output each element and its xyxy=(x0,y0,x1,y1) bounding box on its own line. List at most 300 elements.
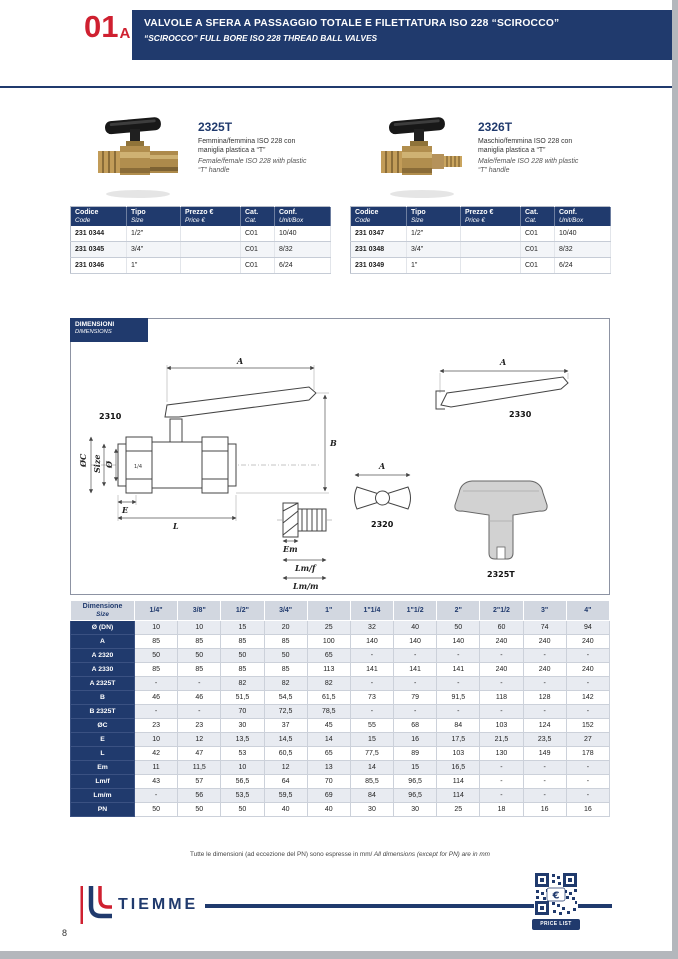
price-cell: C01 xyxy=(521,242,555,258)
dim-cell: - xyxy=(566,705,609,719)
dim-cell: - xyxy=(480,775,523,789)
price-column-header xyxy=(127,207,181,227)
dim-cell: 50 xyxy=(264,649,307,663)
dim-cell: 50 xyxy=(178,649,221,663)
product-description-en: Male/female ISO 228 with plastic “T” handle xyxy=(478,157,579,174)
dim-label-L: L xyxy=(173,521,179,531)
dim-cell: 152 xyxy=(566,719,609,733)
dim-row xyxy=(71,719,610,733)
dim-label-Size: Size xyxy=(92,454,102,473)
price-cell: 3/4" xyxy=(127,242,181,258)
header-line-en: Code xyxy=(75,217,91,224)
dim-cell: - xyxy=(523,789,566,803)
price-cell: C01 xyxy=(241,242,275,258)
price-row xyxy=(71,226,331,242)
price-cell: 231 0344 xyxy=(71,226,127,242)
dim-cell: - xyxy=(566,775,609,789)
tiemme-wordmark: TIEMME xyxy=(118,896,199,913)
dim-cell: 240 xyxy=(566,635,609,649)
dim-cell: 60,5 xyxy=(264,747,307,761)
dim-cell: - xyxy=(135,789,178,803)
dim-row-label: Lm/f xyxy=(71,775,135,789)
price-column-header xyxy=(351,207,407,227)
dim-cell: - xyxy=(350,649,393,663)
dim-cell: - xyxy=(178,677,221,691)
dim-cell: 17,5 xyxy=(437,733,480,747)
dim-cell: 240 xyxy=(480,663,523,677)
dim-cell: 11,5 xyxy=(178,761,221,775)
dim-cell: 70 xyxy=(221,705,264,719)
product-info-2326T xyxy=(478,120,618,176)
dim-cell: - xyxy=(566,761,609,775)
price-cell: 8/32 xyxy=(555,242,611,258)
price-list-label: PRICE LIST xyxy=(532,919,580,930)
dim-row-label: A xyxy=(71,635,135,649)
dim-cell: 40 xyxy=(394,621,437,635)
price-cell xyxy=(461,226,521,242)
price-row xyxy=(71,258,331,274)
dim-cell: - xyxy=(523,705,566,719)
dim-cell: 25 xyxy=(307,621,350,635)
dim-cell: 13 xyxy=(307,761,350,775)
dim-cell: - xyxy=(437,677,480,691)
price-cell: 6/24 xyxy=(275,258,331,274)
dim-cell: - xyxy=(437,705,480,719)
dim-cell: - xyxy=(135,705,178,719)
dim-row-label: L xyxy=(71,747,135,761)
dim-cell: - xyxy=(480,705,523,719)
price-cell xyxy=(181,258,241,274)
price-cell: C01 xyxy=(521,258,555,274)
header-line-en: Code xyxy=(355,217,371,224)
dim-cell: - xyxy=(523,775,566,789)
price-header-row xyxy=(351,207,611,227)
page-title-bar xyxy=(132,10,672,60)
dim-cell: 141 xyxy=(394,663,437,677)
dim-cell: 25 xyxy=(437,803,480,817)
price-column-header xyxy=(71,207,127,227)
dim-cell: 85 xyxy=(135,663,178,677)
dim-cell: 130 xyxy=(480,747,523,761)
dim-size-header: 2"1/2 xyxy=(480,601,523,621)
header-line-en: Price € xyxy=(185,217,205,224)
dim-cell: 94 xyxy=(566,621,609,635)
dim-cell: - xyxy=(350,705,393,719)
dim-cell: 10 xyxy=(178,621,221,635)
price-cell xyxy=(461,258,521,274)
price-column-header xyxy=(181,207,241,227)
product-model: 2325T xyxy=(198,120,233,134)
header-line-en: Cat. xyxy=(245,217,257,224)
header-line-en: Size xyxy=(131,217,144,224)
dim-row xyxy=(71,761,610,775)
dim-cell: 46 xyxy=(178,691,221,705)
dim-cell: 42 xyxy=(135,747,178,761)
dim-label-A-2320: A xyxy=(379,461,386,471)
dim-cell: 78,5 xyxy=(307,705,350,719)
header-line-en: Price € xyxy=(465,217,485,224)
dim-cell: 128 xyxy=(523,691,566,705)
price-column-header xyxy=(555,207,611,227)
dim-cell: - xyxy=(437,649,480,663)
page-title-english: “SCIROCCO” FULL BORE ISO 228 THREAD BALL VALVES xyxy=(144,33,378,43)
dim-cell: 15 xyxy=(221,621,264,635)
header-divider xyxy=(0,86,672,88)
dim-row-label: PN xyxy=(71,803,135,817)
price-table-2325T xyxy=(70,206,331,274)
dim-cell: 85 xyxy=(264,635,307,649)
price-cell: C01 xyxy=(241,258,275,274)
dim-cell: 50 xyxy=(178,803,221,817)
dim-cell: 96,5 xyxy=(394,789,437,803)
dim-cell: - xyxy=(523,649,566,663)
dim-row-label: A 2320 xyxy=(71,649,135,663)
dim-row xyxy=(71,621,610,635)
dim-cell: 16 xyxy=(394,733,437,747)
dim-cell: 53,5 xyxy=(221,789,264,803)
footnote-italian: Tutte le dimensioni (ad eccezione del PN) sono espresse in mm/ xyxy=(189,851,373,858)
dim-cell: 85 xyxy=(135,635,178,649)
price-row xyxy=(351,242,611,258)
tiemme-logo-mark xyxy=(80,886,112,924)
dim-cell: 140 xyxy=(394,635,437,649)
dim-cell: 15 xyxy=(394,761,437,775)
product-model: 2326T xyxy=(478,120,513,134)
drawing-label-2325T: 2325T xyxy=(487,570,515,579)
euro-icon: € xyxy=(552,890,560,902)
dim-cell: 85 xyxy=(221,635,264,649)
dim-cell: 50 xyxy=(135,803,178,817)
dimensions-box-label xyxy=(70,318,148,342)
dim-cell: 56 xyxy=(178,789,221,803)
dim-cell: - xyxy=(178,705,221,719)
dim-row xyxy=(71,649,610,663)
dim-cell: 56,5 xyxy=(221,775,264,789)
dim-size-header: 1"1/2 xyxy=(394,601,437,621)
dim-cell: 70 xyxy=(307,775,350,789)
dim-cell: 23 xyxy=(135,719,178,733)
header-line-it: Codice xyxy=(75,209,99,216)
dim-cell: - xyxy=(523,761,566,775)
price-cell: 8/32 xyxy=(275,242,331,258)
dim-row-label: ØC xyxy=(71,719,135,733)
dim-row-label: B 2325T xyxy=(71,705,135,719)
dimensions-label-en: DIMENSIONS xyxy=(75,329,112,335)
dim-cell: 240 xyxy=(523,635,566,649)
price-cell: 1" xyxy=(127,258,181,274)
dim-cell: 141 xyxy=(350,663,393,677)
dim-label-Lmf: Lm/f xyxy=(295,563,316,573)
dim-cell: 72,5 xyxy=(264,705,307,719)
price-column-header xyxy=(275,207,331,227)
dim-label-OC: ØC xyxy=(78,453,88,467)
price-cell: 231 0349 xyxy=(351,258,407,274)
dim-cell: 59,5 xyxy=(264,789,307,803)
dim-row-label: B xyxy=(71,691,135,705)
dimensions-box xyxy=(70,318,610,595)
product-description-en: Female/female ISO 228 with plastic “T” handle xyxy=(198,157,307,174)
dim-cell: 60 xyxy=(480,621,523,635)
dim-cell: 84 xyxy=(437,719,480,733)
dim-cell: 14 xyxy=(350,761,393,775)
dim-cell: 27 xyxy=(566,733,609,747)
dim-cell: 85 xyxy=(178,663,221,677)
dim-cell: 46 xyxy=(135,691,178,705)
dim-cell: 140 xyxy=(350,635,393,649)
dim-row xyxy=(71,691,610,705)
dim-cell: 37 xyxy=(264,719,307,733)
dim-cell: 89 xyxy=(394,747,437,761)
dim-cell: - xyxy=(480,761,523,775)
dim-cell: 100 xyxy=(307,635,350,649)
price-cell: 1/2" xyxy=(127,226,181,242)
dim-cell: 23 xyxy=(178,719,221,733)
dim-cell: 82 xyxy=(221,677,264,691)
dim-cell: 79 xyxy=(394,691,437,705)
price-column-header xyxy=(407,207,461,227)
dim-cell: 74 xyxy=(523,621,566,635)
header-line-it: Tipo xyxy=(131,209,146,216)
dim-cell: - xyxy=(480,649,523,663)
valve-photo-2326T xyxy=(376,110,471,202)
technical-drawing xyxy=(71,345,609,595)
dim-cell: 240 xyxy=(566,663,609,677)
page-number: 8 xyxy=(62,928,68,938)
dim-cell: 16 xyxy=(566,803,609,817)
dim-cell: 15 xyxy=(350,733,393,747)
dim-row xyxy=(71,747,610,761)
dim-cell: 53 xyxy=(221,747,264,761)
dim-cell: 65 xyxy=(307,747,350,761)
dim-cell: - xyxy=(394,705,437,719)
qr-code-icon xyxy=(534,872,578,916)
dim-row xyxy=(71,789,610,803)
dim-label-B: B xyxy=(330,438,337,448)
price-list-qr xyxy=(534,872,578,921)
dim-cell: 10 xyxy=(135,621,178,635)
dim-cell: 240 xyxy=(480,635,523,649)
dimensions-footnote xyxy=(70,851,610,858)
price-column-header xyxy=(461,207,521,227)
dim-cell: 85,5 xyxy=(350,775,393,789)
dim-cell: 47 xyxy=(178,747,221,761)
dim-cell: 82 xyxy=(307,677,350,691)
dim-cell: 45 xyxy=(307,719,350,733)
dim-row-label: Em xyxy=(71,761,135,775)
price-column-header xyxy=(521,207,555,227)
dim-cell: 73 xyxy=(350,691,393,705)
dim-cell: 103 xyxy=(437,747,480,761)
price-cell: 10/40 xyxy=(275,226,331,242)
dim-cell: 30 xyxy=(350,803,393,817)
product-info-2325T xyxy=(198,120,338,176)
dim-label-E: E xyxy=(122,505,129,515)
dim-cell: 30 xyxy=(394,803,437,817)
header-line-en: Size xyxy=(411,217,424,224)
dim-cell: 21,5 xyxy=(480,733,523,747)
dim-cell: 50 xyxy=(221,649,264,663)
dim-label-A: A xyxy=(237,356,244,366)
price-cell: 231 0347 xyxy=(351,226,407,242)
dim-cell: - xyxy=(523,677,566,691)
dim-row-label: E xyxy=(71,733,135,747)
dim-cell: - xyxy=(394,649,437,663)
dim-cell: - xyxy=(480,677,523,691)
section-number xyxy=(84,9,131,44)
dim-cell: 14 xyxy=(307,733,350,747)
dim-label-Em: Em xyxy=(283,544,298,554)
dim-row-label: Lm/m xyxy=(71,789,135,803)
dim-cell: - xyxy=(566,677,609,691)
header-line-it: Dimensione xyxy=(82,603,123,610)
header-line-it: Tipo xyxy=(411,209,426,216)
dimension-table xyxy=(70,600,610,817)
footnote-english: All dimensions (except for PN) are in mm xyxy=(372,851,490,858)
page-title-italian: VALVOLE A SFERA A PASSAGGIO TOTALE E FILETTATURA ISO 228 “SCIROCCO” xyxy=(144,18,560,29)
dim-label-Lmm: Lm/m xyxy=(293,581,319,591)
dim-cell: 43 xyxy=(135,775,178,789)
dim-cell: 84 xyxy=(350,789,393,803)
dim-label-A-2330: A xyxy=(500,357,507,367)
dim-cell: 12 xyxy=(178,733,221,747)
dim-cell: 140 xyxy=(437,635,480,649)
price-cell: 231 0346 xyxy=(71,258,127,274)
drawing-label-2320: 2320 xyxy=(371,520,394,529)
dim-cell: 61,5 xyxy=(307,691,350,705)
price-cell: 231 0348 xyxy=(351,242,407,258)
dim-cell: 114 xyxy=(437,775,480,789)
dim-cell: 68 xyxy=(394,719,437,733)
product-description-it: Maschio/femmina ISO 228 con maniglia plastica a “T” xyxy=(478,138,573,154)
dim-cell: 77,5 xyxy=(350,747,393,761)
header-line-it: Cat. xyxy=(245,209,259,216)
price-row xyxy=(351,226,611,242)
header-line-it: Prezzo € xyxy=(465,209,494,216)
header-line-en: Cat. xyxy=(525,217,537,224)
dim-cell: 50 xyxy=(437,621,480,635)
price-cell xyxy=(181,226,241,242)
price-cell xyxy=(461,242,521,258)
dim-cell: 30 xyxy=(221,719,264,733)
tiemme-logo xyxy=(80,886,198,924)
drawing-label-2330: 2330 xyxy=(509,410,532,419)
dim-cell: 10 xyxy=(221,761,264,775)
dim-row xyxy=(71,733,610,747)
valve-photo-2325T xyxy=(92,110,187,202)
dim-cell: 142 xyxy=(566,691,609,705)
dim-size-header: 3" xyxy=(523,601,566,621)
dim-cell: 64 xyxy=(264,775,307,789)
dim-cell: 240 xyxy=(523,663,566,677)
dim-row xyxy=(71,803,610,817)
dim-cell: 32 xyxy=(350,621,393,635)
dim-row xyxy=(71,775,610,789)
dim-row xyxy=(71,635,610,649)
header-line-it: Conf. xyxy=(279,209,297,216)
dim-row-label: Ø (DN) xyxy=(71,621,135,635)
dim-cell: 141 xyxy=(437,663,480,677)
dim-cell: - xyxy=(480,789,523,803)
price-cell: 10/40 xyxy=(555,226,611,242)
dim-cell: - xyxy=(350,677,393,691)
dim-cell: - xyxy=(394,677,437,691)
header-line-it: Prezzo € xyxy=(185,209,214,216)
dim-row xyxy=(71,677,610,691)
dim-size-header: 1/4" xyxy=(135,601,178,621)
price-row xyxy=(351,258,611,274)
dim-cell: 85 xyxy=(264,663,307,677)
header-line-en: Unit/Box xyxy=(279,217,304,224)
dim-corner-header xyxy=(71,601,135,621)
dim-cell: 178 xyxy=(566,747,609,761)
dimensions-label-it: DIMENSIONI xyxy=(75,321,115,328)
dim-size-header: 1/2" xyxy=(221,601,264,621)
dim-row-label: A 2325T xyxy=(71,677,135,691)
dim-cell: 13,5 xyxy=(221,733,264,747)
dim-header-row xyxy=(71,601,610,621)
dim-cell: 20 xyxy=(264,621,307,635)
price-cell: C01 xyxy=(521,226,555,242)
dim-cell: 18 xyxy=(480,803,523,817)
dim-cell: 50 xyxy=(221,803,264,817)
dim-cell: 85 xyxy=(221,663,264,677)
dim-cell: 82 xyxy=(264,677,307,691)
dim-cell: 103 xyxy=(480,719,523,733)
dim-cell: 114 xyxy=(437,789,480,803)
dim-cell: 118 xyxy=(480,691,523,705)
header-line-it: Conf. xyxy=(559,209,577,216)
dim-cell: 23,5 xyxy=(523,733,566,747)
dim-size-header: 3/4" xyxy=(264,601,307,621)
dim-cell: 11 xyxy=(135,761,178,775)
dim-size-header: 4" xyxy=(566,601,609,621)
dim-cell: - xyxy=(135,677,178,691)
dim-cell: 124 xyxy=(523,719,566,733)
header-line-it: Codice xyxy=(355,209,379,216)
dim-cell: 16 xyxy=(523,803,566,817)
drawing-body-mark: 1/4 xyxy=(134,464,143,470)
section-number-main: 01 xyxy=(84,9,119,44)
price-header-row xyxy=(71,207,331,227)
header-line-en: Size xyxy=(96,611,109,618)
dim-cell: 12 xyxy=(264,761,307,775)
price-cell: 6/24 xyxy=(555,258,611,274)
dim-label-O: Ø xyxy=(104,461,114,468)
dim-cell: 65 xyxy=(307,649,350,663)
dim-cell: 149 xyxy=(523,747,566,761)
dim-cell: 113 xyxy=(307,663,350,677)
price-cell: 1/2" xyxy=(407,226,461,242)
dim-row-label: A 2330 xyxy=(71,663,135,677)
dim-cell: 16,5 xyxy=(437,761,480,775)
dim-cell: 10 xyxy=(135,733,178,747)
price-cell: 231 0345 xyxy=(71,242,127,258)
dim-size-header: 3/8" xyxy=(178,601,221,621)
dim-cell: 50 xyxy=(135,649,178,663)
price-column-header xyxy=(241,207,275,227)
dim-cell: 57 xyxy=(178,775,221,789)
price-table-2326T xyxy=(350,206,611,274)
dim-size-header: 1" xyxy=(307,601,350,621)
dim-cell: 69 xyxy=(307,789,350,803)
dim-cell: 40 xyxy=(307,803,350,817)
dim-row xyxy=(71,663,610,677)
dim-cell: 96,5 xyxy=(394,775,437,789)
dim-cell: 14,5 xyxy=(264,733,307,747)
dim-cell: 91,5 xyxy=(437,691,480,705)
section-number-sub: A xyxy=(119,25,131,42)
dim-size-header: 2" xyxy=(437,601,480,621)
